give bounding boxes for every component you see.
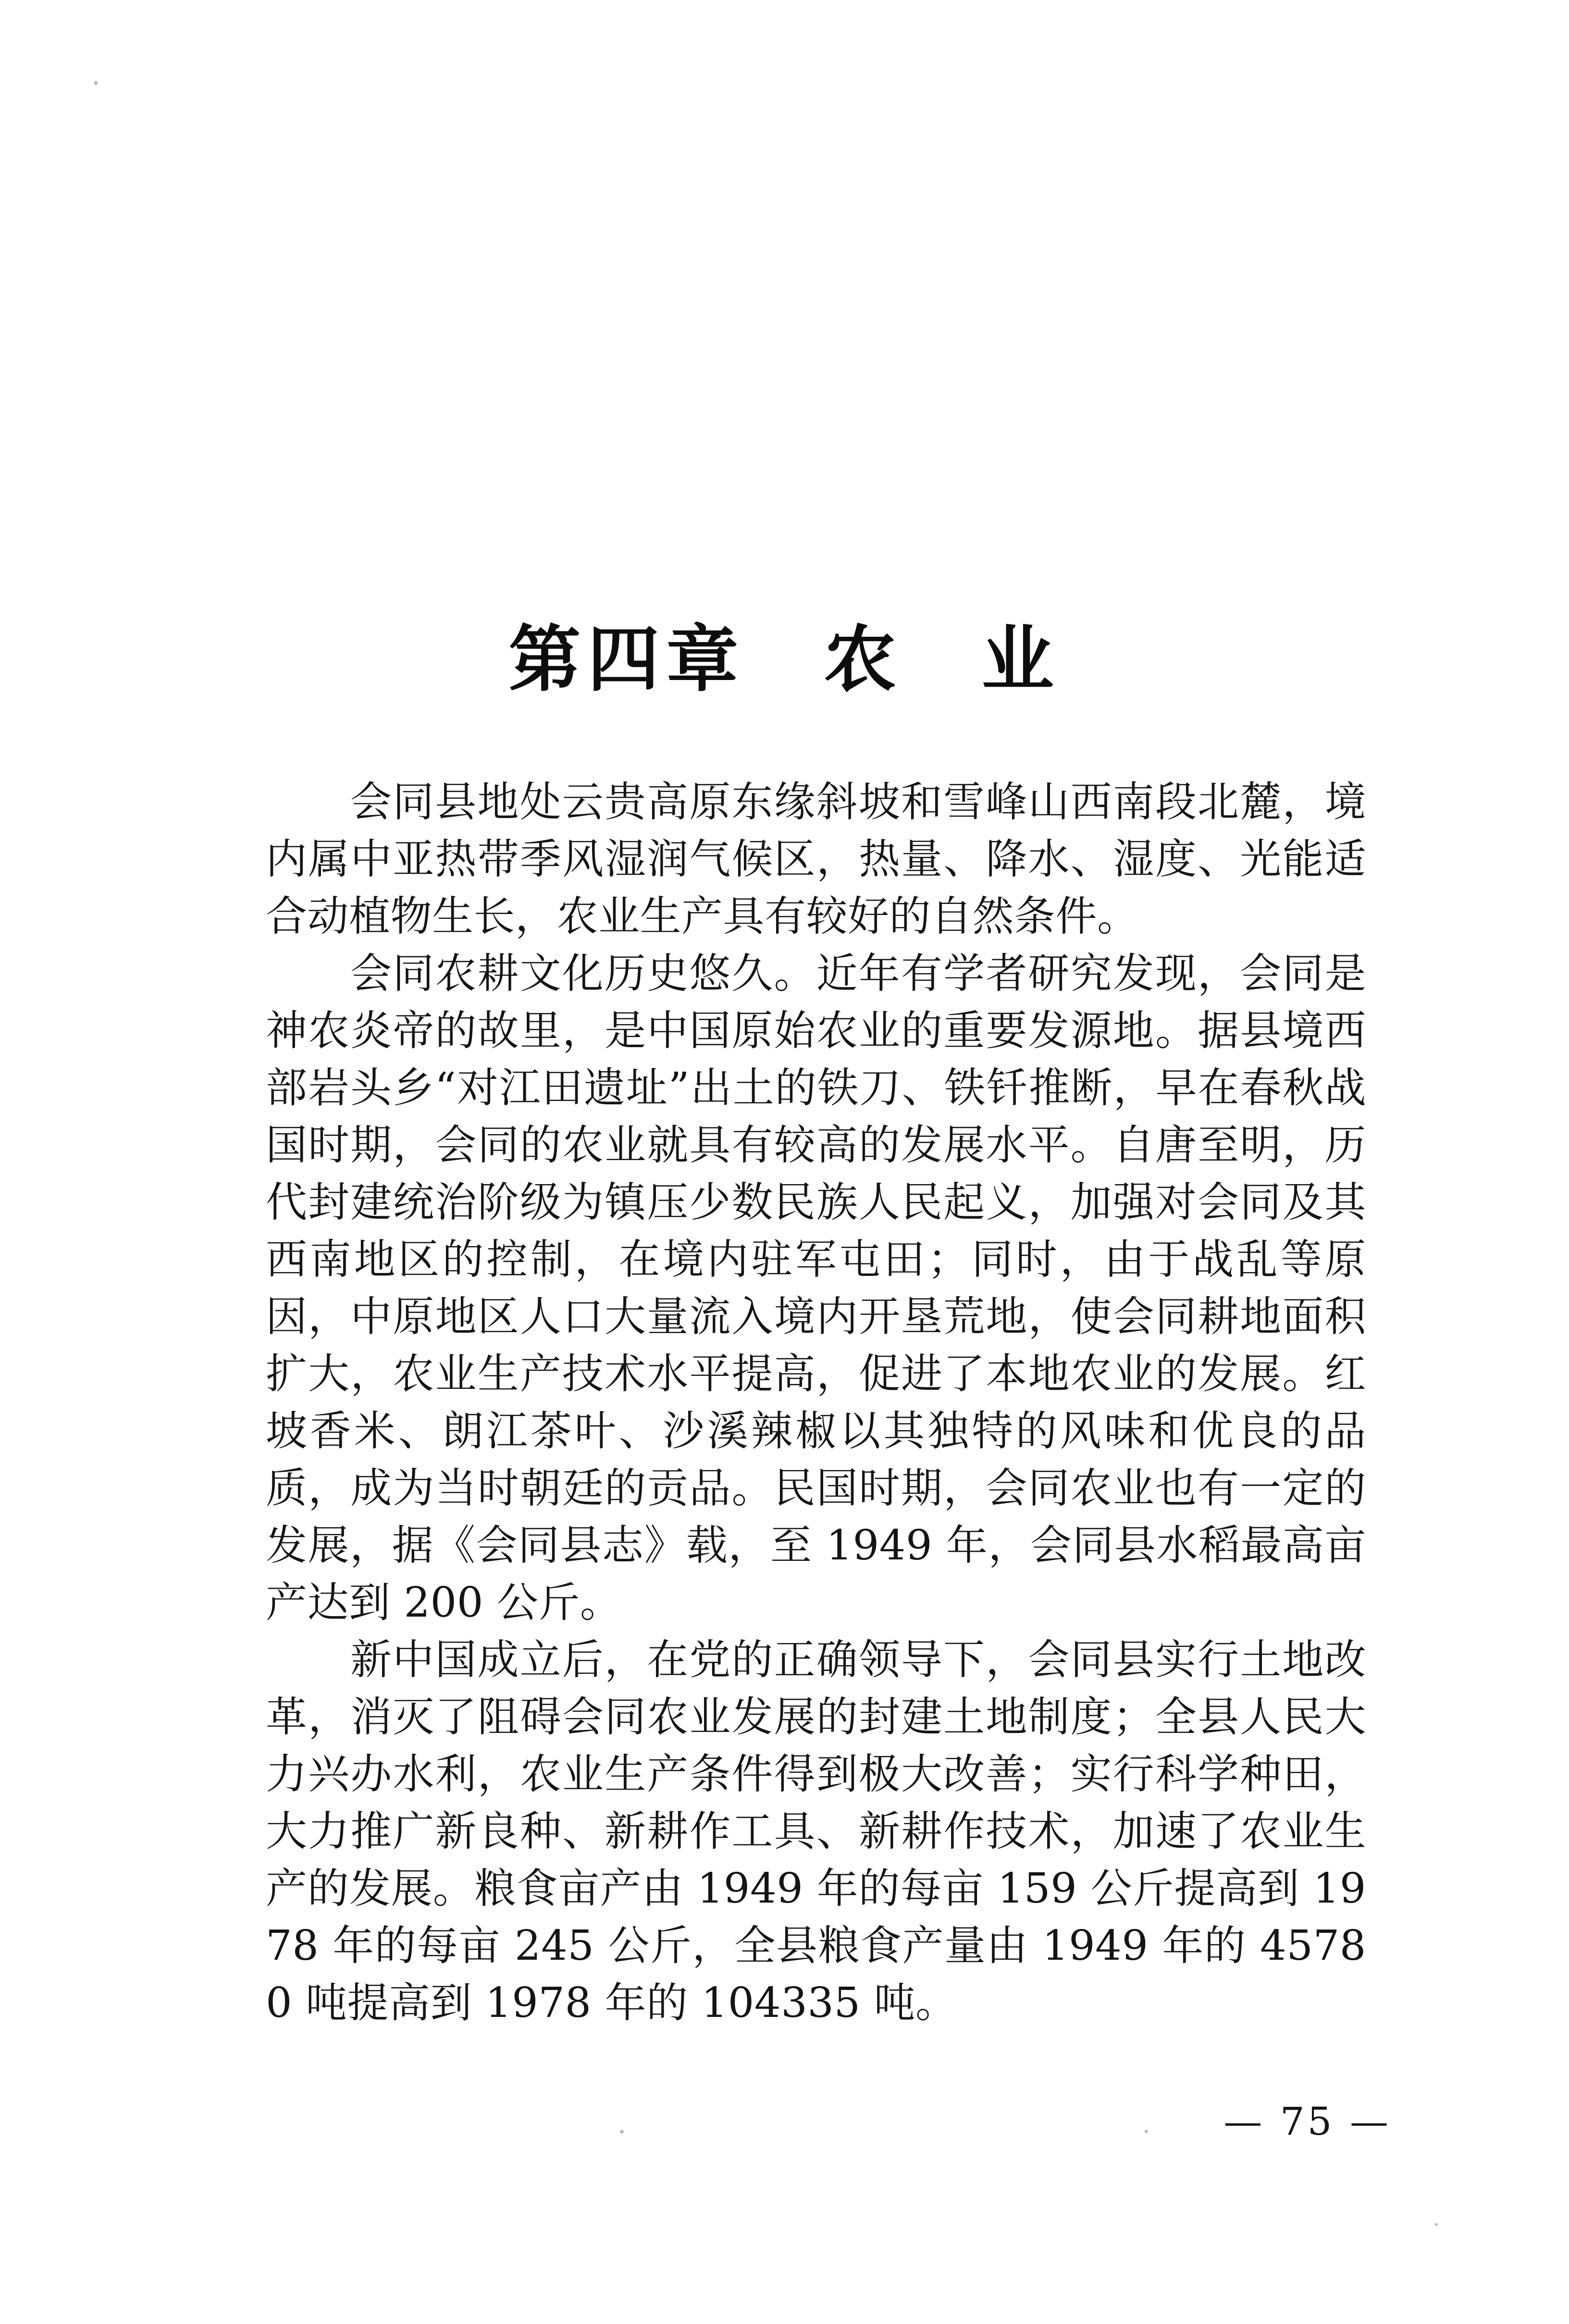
body-text-block xyxy=(266,774,1366,2032)
scan-speck xyxy=(94,81,98,85)
page-number: — 75 — xyxy=(1223,2099,1391,2144)
paragraph-2: 会同农耕文化历史悠久。近年有学者研究发现，会同是神农炎帝的故里，是中国原始农业的重要发源地。据县境西部岩头乡“对江田遗址”出土的铁刀、铁钎推断，早在春秋战国时期，会同的农业就具有较高的发展水平。自唐至明，历代封建统治阶级为镇压少数民族人民起义，加强对会同及其西南地区的控制，在境内驻军屯田；同时，由于战乱等原因，中原地区人口大量流入境内开垦荒地，使会同耕地面积扩大，农业生产技术水平提高，促进了本地农业的发展。红坡香米、朗江茶叶、沙溪辣椒以其独特的风味和优良的品质，成为当时朝廷的贡品。民国时期，会同农业也有一定的发展，据《会同县志》载，至 1949 年，会同县水稻最高亩产达到 200 公斤。 xyxy=(266,950,1366,1627)
paragraph-3: 新中国成立后，在党的正确领导下，会同县实行土地改革，消灭了阻碍会同农业发展的封建土地制度；全县人民大力兴办水利，农业生产条件得到极大改善；实行科学种田，大力推广新良种、新耕作工具、新耕作技术，加速了农业生产的发展。粮食亩产由 1949 年的每亩 159 公斤提高到 1978 年的每亩 245 公斤，全县粮食产量由 1949 年的 45780 吨提高到 1978 年的 104335 吨。 xyxy=(266,1636,1366,2027)
scan-speck xyxy=(1435,2223,1438,2226)
scan-speck xyxy=(1145,2130,1148,2133)
chapter-title: 第四章 农 业 xyxy=(508,617,1061,702)
scan-speck xyxy=(620,2130,624,2134)
paragraph-1: 会同县地处云贵高原东缘斜坡和雪峰山西南段北麓，境内属中亚热带季风湿润气候区，热量、降水、湿度、光能适合动植物生长，农业生产具有较好的自然条件。 xyxy=(266,778,1366,940)
